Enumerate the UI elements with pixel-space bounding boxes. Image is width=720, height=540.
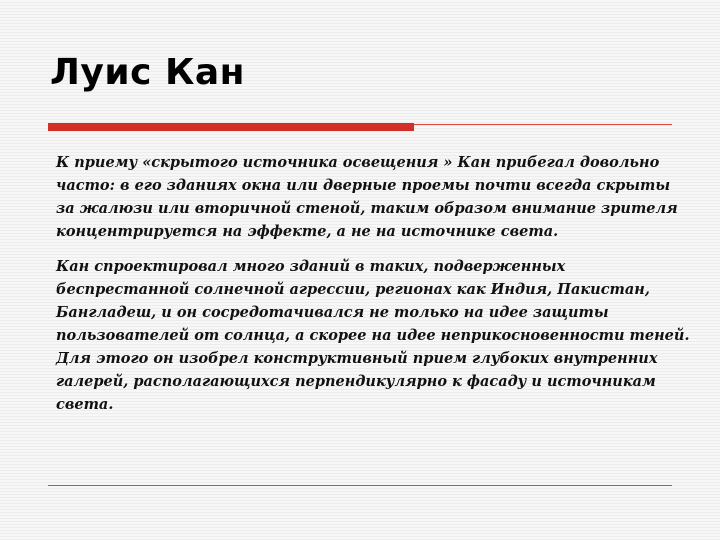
title-underline-accent-bar bbox=[48, 123, 414, 131]
slide-body bbox=[56, 151, 690, 428]
paragraph-hidden-light-source: К приему «скрытого источника освещения » Кан прибегал довольно часто: в его зданиях окна или дверные проемы почти всегда скрыты за жалюзи или вторичной стеной, таким образом внимание зрителя концентрируется на эффекте, а не на источнике света. bbox=[56, 154, 678, 240]
paragraph-deep-galleries: Кан спроектировал много зданий в таких, подверженных беспрестанной солнечной агрессии, регионах как Индия, Пакистан, Бангладеш, и он сосредотачивался не только на идее защиты пользователей от солнца, а скорее на идее неприкосновенности теней. Для этого он изобрел конструктивный прием глубоких внутренних галерей, располагающихся перпендикулярно к фасаду и источникам света. bbox=[56, 258, 690, 413]
slide-title: Луис Кан bbox=[50, 52, 246, 93]
footer-divider bbox=[48, 485, 672, 486]
